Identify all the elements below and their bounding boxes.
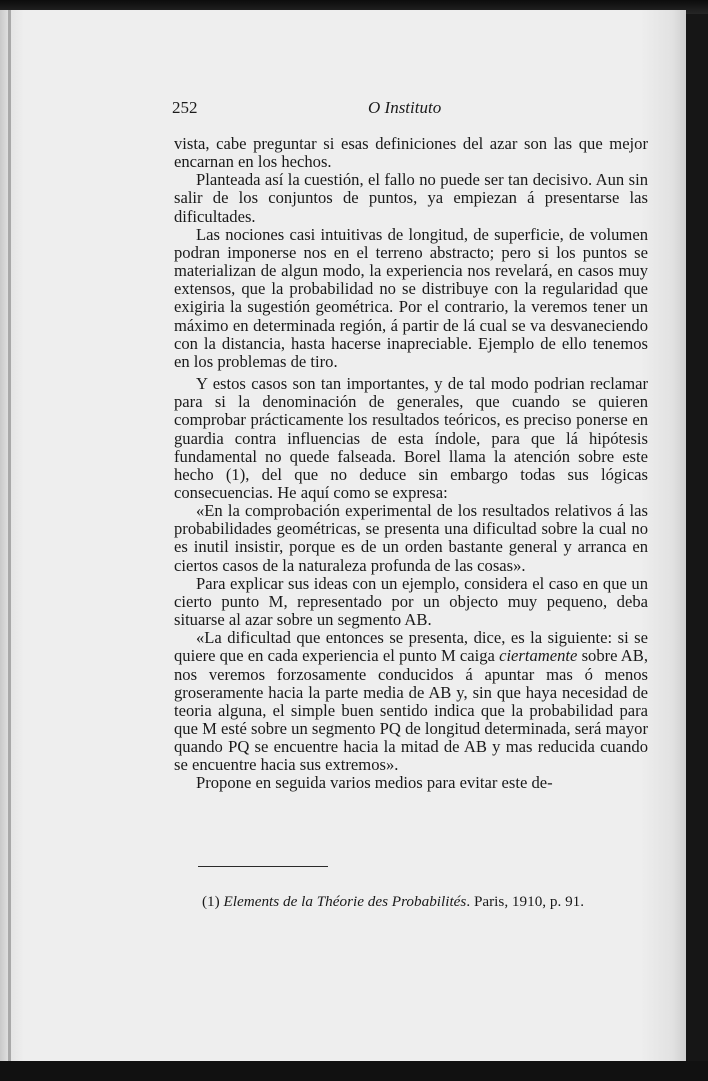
footnote bbox=[202, 893, 652, 911]
page-header bbox=[172, 98, 650, 120]
paragraph-2: Planteada así la cuestión, el fallo no puede ser tan decisivo. Aun sin salir de los conjuntos de puntos, ya empiezan á presentarse las dificultades. bbox=[174, 170, 648, 226]
footnote-citation: . Paris, 1910, p. 91. bbox=[466, 893, 585, 910]
paragraph-1: vista, cabe preguntar si esas definiciones del azar son las que mejor encarnan en los hechos. bbox=[174, 134, 648, 172]
footnote-marker: (1) bbox=[202, 893, 220, 910]
footnote-rule bbox=[198, 866, 328, 867]
paragraph-7-start: «La dificultad que entonces se presenta, dice, es la siguiente: si se quiere que en cada experiencia el punto M caiga bbox=[174, 628, 648, 666]
emphasis-ciertamente: ciertamente bbox=[499, 646, 578, 666]
paragraph-8: Propone en seguida varios medios para evitar este de- bbox=[196, 773, 553, 793]
page-left-edge bbox=[8, 10, 11, 1061]
paragraph-7 bbox=[174, 629, 648, 774]
scan-bottom-edge bbox=[0, 1061, 708, 1081]
paragraph-6: Para explicar sus ideas con un ejemplo, considera el caso en que un cierto punto M, representado por un objecto muy pequeno, deba situarse al azar sobre un segmento AB. bbox=[174, 573, 648, 630]
paragraph-5: «En la comprobación experimental de los resultados relativos á las probabilidades geométricas, se presenta una dificultad sobre la cual no es inutil insistir, porque es de un orden bastante general y arranca en ciertos casos de la naturaleza profunda de las cosas». bbox=[174, 501, 648, 575]
running-title: O Instituto bbox=[368, 98, 442, 117]
paragraph-4: Y estos casos son tan importantes, y de tal modo podrian reclamar para si la denominación de generales, que cuando se quieren comprobar prácticamente los resultados teóricos, es preciso ponerse en guardia contra influencias de esta índole, para que lá hipótesis fundamental no quede falseada. Borel llama la atención sobre este hecho (1), del que no deduce sin embargo todas sus lógicas consecuencias. He aquí como se expresa: bbox=[174, 374, 648, 502]
paragraph-3: Las nociones casi intuitivas de longitud, de superficie, de volumen podran imponerse nos en el terreno abstracto; pero si los puntos se materializan de algun modo, la experiencia nos revelará, en casos muy extensos, que la probabilidad no se distribuye con la regularidad que exigiria la sugestión geométrica. Por el contrario, la veremos tener un máximo en determinada región, á partir de lá cual se va desvaneciendo con la distancia, hasta hacerse inapreciable. Ejemplo de ello tenemos en los problemas de tiro. bbox=[174, 224, 648, 371]
footnote-book-title: Elements de la Théorie des Probabilités bbox=[223, 893, 467, 910]
body-text bbox=[174, 135, 648, 793]
paragraph-7-end: sobre AB, nos veremos forzosamente conducidos á apuntar mas ó menos groseramente hacia la parte media de AB y, sin que haya necesidad de teoria alguna, el simple buen sentido indica que la probabilidad para que M esté sobre un segmento PQ de longitud determinada, será mayor quando PQ se encuentre hacia la mitad de AB y mas reducida cuando se encuentre hacia sus extremos». bbox=[174, 646, 648, 775]
page-number: 252 bbox=[172, 98, 198, 117]
